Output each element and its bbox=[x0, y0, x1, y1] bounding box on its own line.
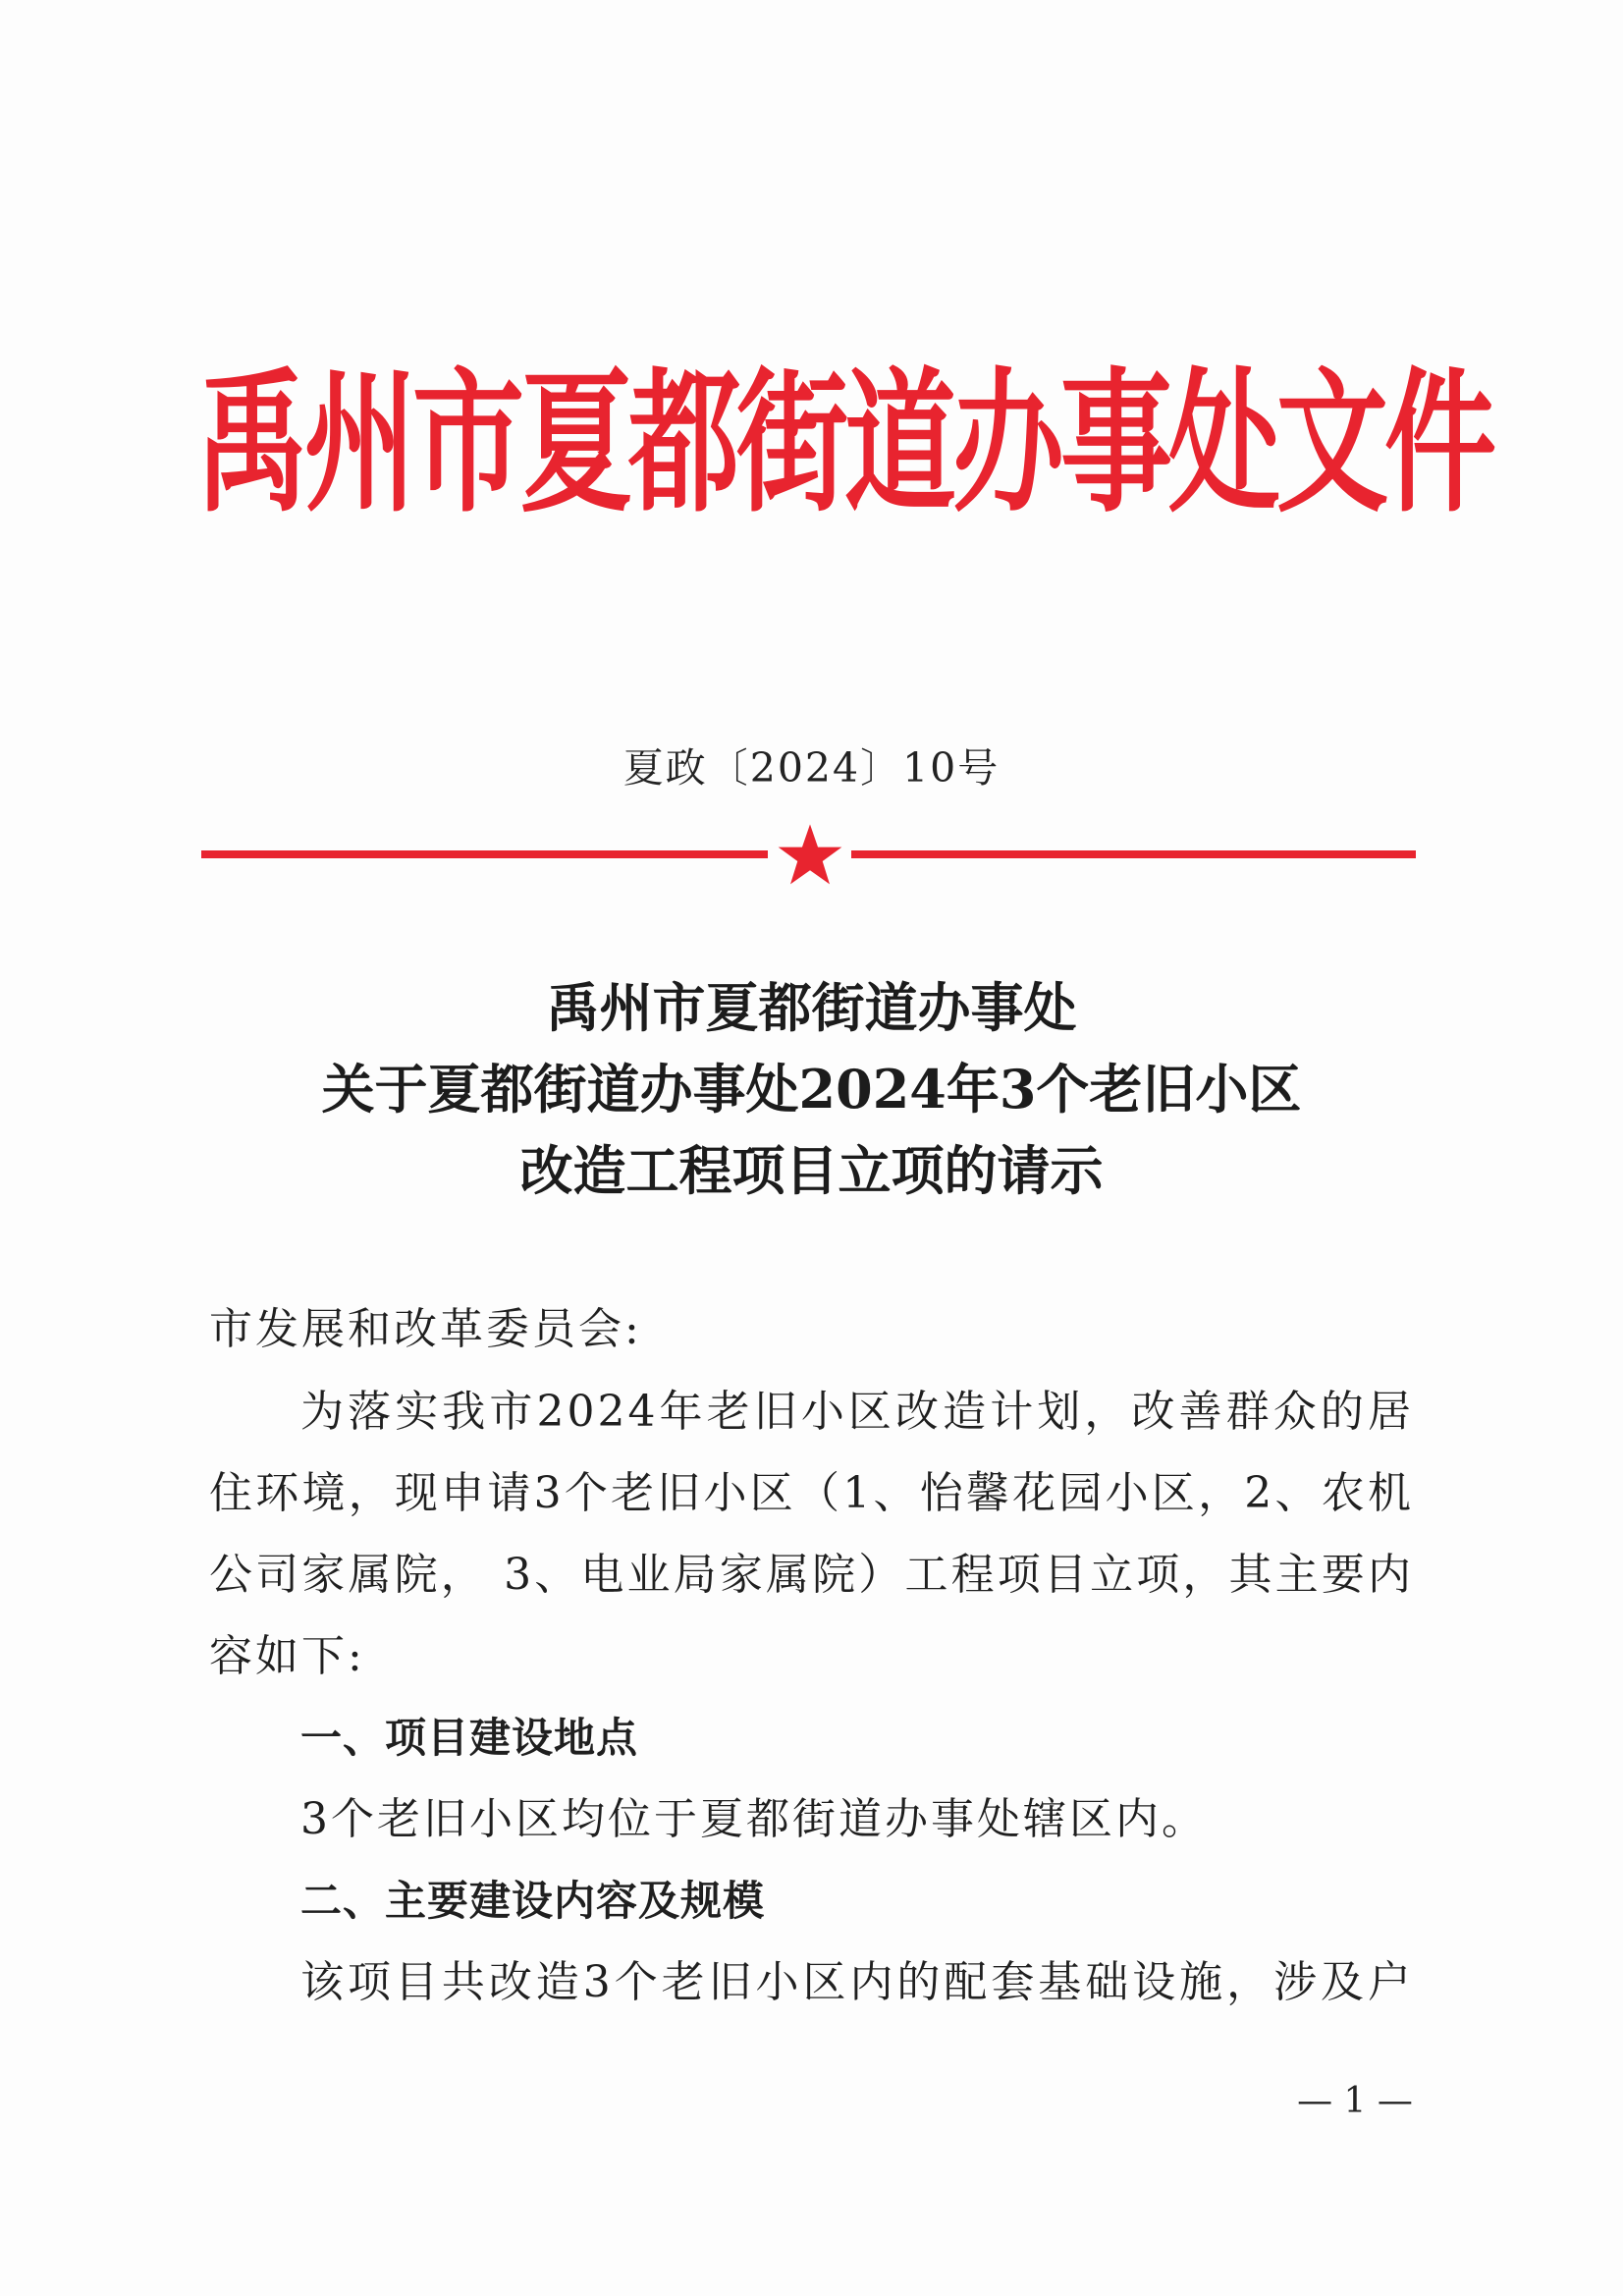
paragraph-line: 为落实我市2024年老旧小区改造计划，改善群众的居 bbox=[300, 1387, 1414, 1437]
red-star-icon bbox=[777, 823, 843, 890]
document-title-line-2: 关于夏都街道办事处2024年3个老旧小区 bbox=[321, 1058, 1302, 1121]
red-divider bbox=[201, 825, 1416, 884]
divider-line-left bbox=[201, 850, 768, 858]
paragraph-line: 住环境，现申请3个老旧小区（1、怡馨花园小区，2、农机 bbox=[209, 1468, 1414, 1518]
section-heading-content: 二、主要建设内容及规模 bbox=[300, 1877, 766, 1925]
section-heading-location: 一、项目建设地点 bbox=[300, 1714, 639, 1762]
paragraph-line: 容如下: bbox=[209, 1631, 365, 1681]
paragraph-line: 公司家属院， 3、电业局家属院）工程项目立项，其主要内 bbox=[209, 1550, 1414, 1600]
addressee: 市发展和改革委员会: bbox=[209, 1304, 642, 1354]
document-number: 夏政〔2024〕10号 bbox=[622, 744, 1001, 792]
red-masthead: 禹州市夏都街道办事处文件 bbox=[196, 353, 1493, 534]
section-text-content: 该项目共改造3个老旧小区内的配套基础设施，涉及户 bbox=[300, 1957, 1414, 2007]
document-title-line-3: 改造工程项目立项的请示 bbox=[519, 1139, 1104, 1202]
section-text-location: 3个老旧小区均位于夏都街道办事处辖区内。 bbox=[300, 1794, 1208, 1844]
divider-line-right bbox=[851, 850, 1416, 858]
page-number: — 1 — bbox=[1297, 2081, 1413, 2121]
document-title-line-1: 禹州市夏都街道办事处 bbox=[546, 976, 1077, 1039]
